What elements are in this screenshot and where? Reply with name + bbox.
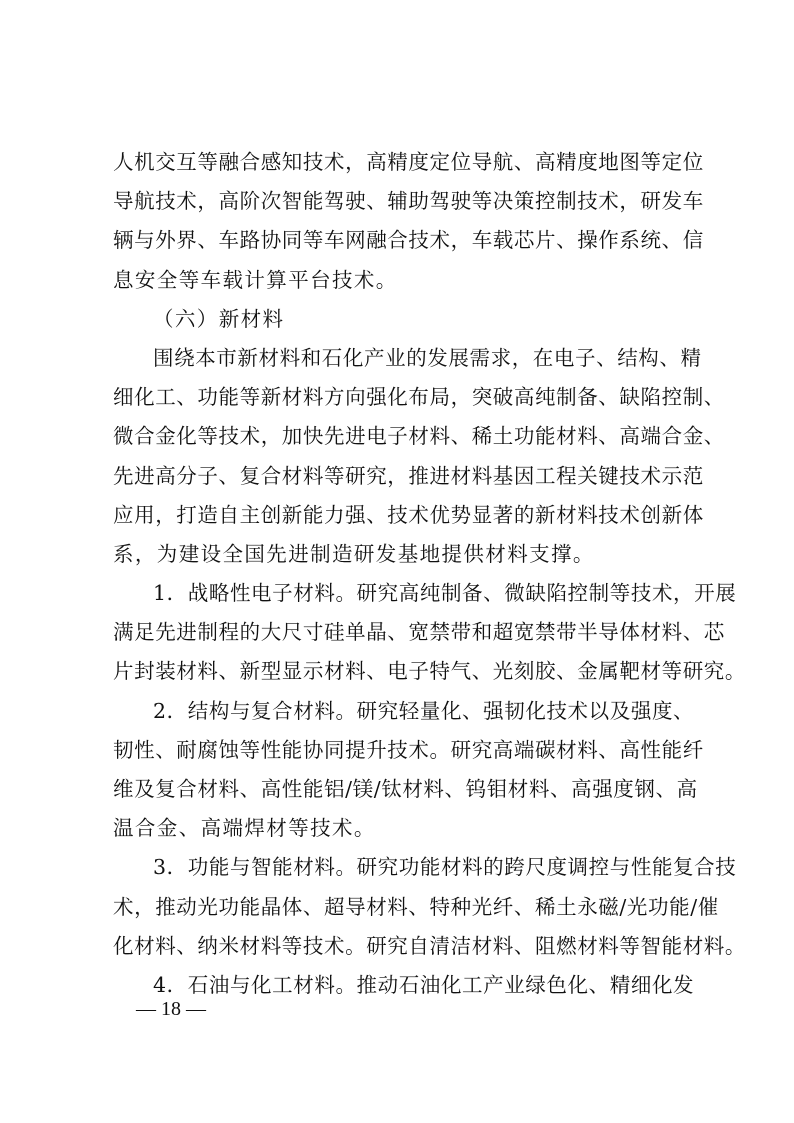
text-line: 应用，打造自主创新能力强、技术优势显著的新材料技术创新体 bbox=[113, 502, 704, 527]
text-line: 韧性、耐腐蚀等性能协同提升技术。研究高端碳材料、高性能纤 bbox=[113, 737, 704, 762]
text-line: 片封装材料、新型显示材料、电子特气、光刻胶、金属靶材等研究。 bbox=[113, 659, 746, 684]
list-item-heading: 2．结构与复合材料。研究轻量化、强韧化技术以及强度、 bbox=[153, 698, 695, 723]
section-heading: （六）新材料 bbox=[153, 306, 285, 331]
text-line: 术，推动光功能晶体、超导材料、特种光纤、稀土永磁/光功能/催 bbox=[113, 894, 719, 919]
text-line: 导航技术，高阶次智能驾驶、辅助驾驶等决策控制技术，研发车 bbox=[113, 189, 704, 214]
page-number: — 18 — bbox=[136, 998, 206, 1020]
list-item-heading: 4．石油与化工材料。推动石油化工产业绿色化、精细化发 bbox=[153, 972, 695, 997]
text-line: 围绕本市新材料和石化产业的发展需求，在电子、结构、精 bbox=[153, 345, 702, 370]
text-line: 辆与外界、车路协同等车网融合技术，车载芯片、操作系统、信 bbox=[113, 228, 704, 253]
text-line: 满足先进制程的大尺寸硅单晶、宽禁带和超宽禁带半导体材料、芯 bbox=[113, 620, 725, 645]
text-line: 人机交互等融合感知技术，高精度定位导航、高精度地图等定位 bbox=[113, 150, 704, 174]
text-line: 温合金、高端焊材等技术。 bbox=[113, 816, 376, 841]
body-text bbox=[113, 143, 746, 1005]
list-item-heading: 1．战略性电子材料。研究高纯制备、微缺陷控制等技术，开展 bbox=[153, 581, 737, 606]
text-line: 细化工、功能等新材料方向强化布局，突破高纯制备、缺陷控制、 bbox=[113, 385, 725, 410]
text-line: 先进高分子、复合材料等研究，推进材料基因工程关键技术示范 bbox=[113, 463, 704, 488]
list-item-heading: 3．功能与智能材料。研究功能材料的跨尺度调控与性能复合技 bbox=[153, 855, 737, 880]
text-line: 化材料、纳米材料等技术。研究自清洁材料、阻燃材料等智能材料。 bbox=[113, 933, 746, 958]
text-line: 息安全等车载计算平台技术。 bbox=[113, 267, 398, 292]
text-line: 微合金化等技术，加快先进电子材料、稀土功能材料、高端合金、 bbox=[113, 424, 725, 449]
text-line: 系，为建设全国先进制造研发基地提供材料支撑。 bbox=[113, 541, 595, 566]
text-line: 维及复合材料、高性能铝/镁/钛材料、钨钼材料、高强度钢、高 bbox=[113, 777, 698, 801]
